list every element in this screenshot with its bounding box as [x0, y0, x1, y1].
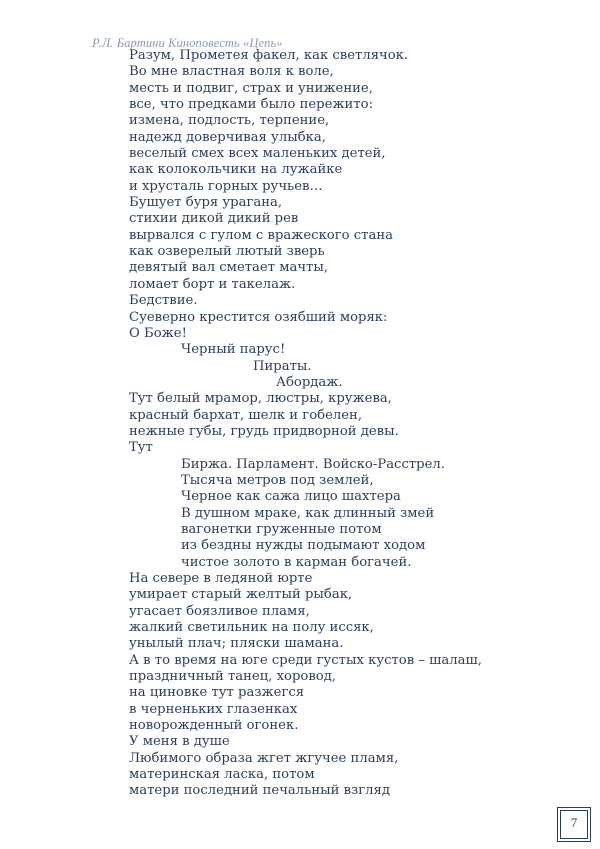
- poem-line: В душном мраке, как длинный змей: [181, 505, 435, 521]
- poem-line: месть и подвиг, страх и унижение,: [129, 80, 373, 96]
- poem-line: Бушует буря урагана,: [129, 195, 283, 211]
- poem-line: У меня в душе: [129, 734, 230, 750]
- poem-line: Во мне властная воля к воле,: [129, 64, 334, 80]
- poem-line: чистое золото в карман богачей.: [181, 554, 412, 570]
- poem-line: все, что предками было пережито:: [129, 97, 374, 113]
- poem-line: На севере в ледяной юрте: [129, 571, 313, 586]
- poem-line: как колокольчики на лужайке: [129, 162, 343, 178]
- poem-line: Черное как сажа лицо шахтера: [181, 489, 401, 505]
- page-number-box: [557, 807, 591, 842]
- poem-line: на циновке тут разжегся: [129, 685, 305, 701]
- poem-line: из бездны нужды подымают ходом: [181, 538, 426, 554]
- poem-line: угасает боязливое пламя,: [129, 603, 310, 619]
- poem-line: праздничный танец, хоровод,: [129, 669, 337, 685]
- poem-line: Суеверно крестится озябший моряк:: [129, 309, 388, 325]
- page-number: 7: [570, 815, 578, 830]
- poem-line: Тут: [129, 440, 153, 456]
- poem-line: Абордаж.: [276, 374, 343, 390]
- poem-line: новорожденный огонек.: [129, 718, 299, 734]
- poem-line: вагонетки груженные потом: [181, 521, 382, 537]
- poem-line: стихии дикой дикий рев: [129, 211, 299, 227]
- poem-line: жалкий светильник на полу иссяк,: [129, 620, 374, 636]
- poem-line: надежд доверчивая улыбка,: [129, 129, 326, 145]
- poem-line: в черненьких глазенках: [129, 701, 298, 717]
- poem-line: материнская ласка, потом: [129, 767, 315, 783]
- poem-line: Разум, Прометея факел, как светлячок.: [129, 48, 409, 63]
- poem-line: ломает борт и такелаж.: [129, 276, 296, 292]
- poem-line: унылый плач; пляски шамана.: [129, 636, 344, 652]
- poem-line: Бедствие.: [129, 293, 198, 309]
- poem-line: Тысяча метров под землей,: [181, 472, 374, 488]
- poem-line: Тут белый мрамор, люстры, кружева,: [129, 391, 392, 407]
- poem-line: девятый вал сметает мачты,: [129, 260, 329, 276]
- poem-line: и хрусталь горных ручьев…: [129, 178, 323, 194]
- running-header: Р.Л. Бартини Киноповесть «Цепь»: [92, 36, 283, 50]
- poem-line: умирает старый желтый рыбак,: [129, 587, 353, 603]
- poem-line: вырвался с гулом с вражеского стана: [129, 227, 393, 243]
- poem-line: веселый смех всех маленьких детей,: [129, 146, 386, 162]
- poem-line: нежные губы, грудь придворной девы.: [129, 423, 399, 439]
- poem-line: матери последний печальный взгляд: [129, 783, 390, 799]
- poem-line: Биржа. Парламент. Войско-Расстрел.: [181, 456, 445, 472]
- poem-line: Пираты.: [253, 358, 312, 374]
- poem-text: [129, 48, 589, 800]
- poem-line: измена, подлость, терпение,: [129, 113, 330, 129]
- poem-line: А в то время на юге среди густых кустов – шалаш,: [129, 652, 482, 668]
- poem-line: Черный парус!: [181, 342, 286, 358]
- poem-line: Любимого образа жгет жгучее пламя,: [129, 750, 399, 766]
- poem-line: О Боже!: [129, 325, 187, 341]
- poem-line: красный бархат, шелк и гобелен,: [129, 407, 363, 423]
- poem-line: как озверелый лютый зверь: [129, 244, 325, 260]
